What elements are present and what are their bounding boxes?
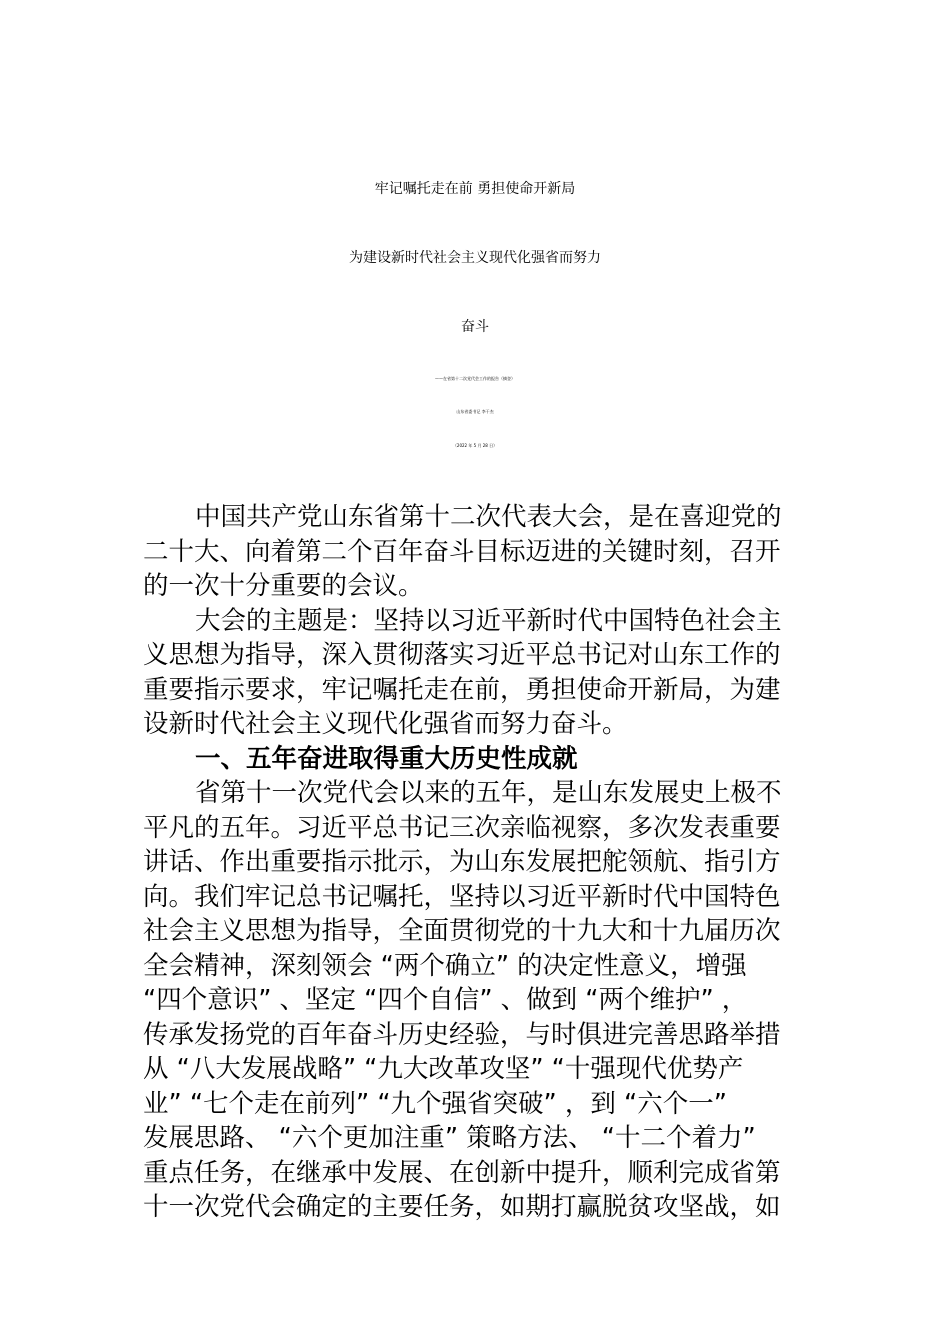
paragraph-3-line: “四个意识” 、坚定 “四个自信” 、做到 “两个维护” ， xyxy=(143,985,748,1015)
paragraph-3-line: 讲话、作出重要指示批示，为山东发展把舵领航、指引方 xyxy=(143,847,781,877)
paragraph-3-line: 平凡的五年。习近平总书记三次亲临视察，多次发表重要 xyxy=(143,812,781,843)
subtitle-report-name: ——在省第十二次党代会工作的报告（摘登） xyxy=(435,376,515,381)
paragraph-3-line: 重点任务，在继承中发展、在创新中提升，顺利完成省第 xyxy=(143,1157,781,1188)
paragraph-1-line: 的一次十分重要的会议。 xyxy=(143,571,424,601)
paragraph-3-line: 全会精神，深刻领会 “两个确立” 的决定性意义，增强 xyxy=(143,950,747,981)
paragraph-1-line: 中国共产党山东省第十二次代表大会，是在喜迎党的 xyxy=(195,502,782,532)
paragraph-3-line: 社会主义思想为指导，全面贯彻党的十九大和十九届历次 xyxy=(143,916,781,946)
paragraph-2-line: 设新时代社会主义现代化强省而努力奋斗。 xyxy=(143,709,628,739)
paragraph-1-line: 二十大、向着第二个百年奋斗目标迈进的关键时刻，召开 xyxy=(143,536,781,567)
paragraph-3-line: 从 “八大发展战略” “九大改革攻坚” “十强现代优势产 xyxy=(143,1054,744,1084)
subtitle-date: （2022 年 5 月 28 日） xyxy=(452,443,498,448)
body-text xyxy=(143,500,807,1225)
paragraph-3-line: 十一次党代会确定的主要任务，如期打赢脱贫攻坚战，如 xyxy=(143,1192,781,1222)
section-heading: 一、五年奋进取得重大历史性成就 xyxy=(195,743,578,774)
title-line-3: 奋斗 xyxy=(461,319,489,335)
paragraph-2-line: 义思想为指导，深入贯彻落实习近平总书记对山东工作的 xyxy=(143,640,781,670)
title-line-2: 为建设新时代社会主义现代化强省而努力 xyxy=(349,250,601,266)
paragraph-3-line: 传承发扬党的百年奋斗历史经验，与时俱进完善思路举措 xyxy=(143,1019,781,1050)
paragraph-2-line: 重要指示要求，牢记嘱托走在前，勇担使命开新局，为建 xyxy=(143,674,781,705)
paragraph-3-line: 向。我们牢记总书记嘱托，坚持以习近平新时代中国特色 xyxy=(143,881,781,912)
subtitle-author: 山东省委书记 李干杰 xyxy=(456,409,494,414)
title-line-1: 牢记嘱托走在前 勇担使命开新局 xyxy=(374,181,576,197)
paragraph-3-line: 业” “七个走在前列” “九个强省突破” ，到 “六个一” xyxy=(143,1088,727,1119)
paragraph-2-line: 大会的主题是：坚持以习近平新时代中国特色社会主 xyxy=(195,605,782,636)
paragraph-3-line: 省第十一次党代会以来的五年，是山东发展史上极不 xyxy=(195,778,782,808)
paragraph-3-line: 发展思路、 “六个更加注重” 策略方法、 “十二个着力” xyxy=(143,1123,756,1153)
